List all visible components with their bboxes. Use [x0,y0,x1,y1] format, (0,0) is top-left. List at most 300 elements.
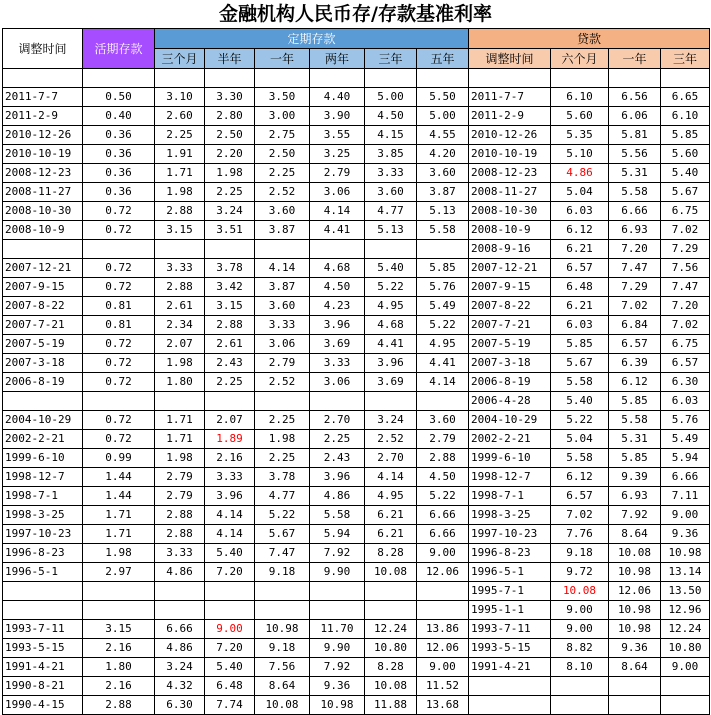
deposit-date-cell: 2007-8-22 [3,297,83,316]
fixed-rate-cell: 2.43 [205,354,255,373]
loan-date-cell: 1995-1-1 [469,601,551,620]
header-fixed-2y: 两年 [310,49,365,69]
fixed-rate-cell: 9.18 [255,639,310,658]
empty-cell [255,69,310,88]
loan-rate-cell: 13.14 [661,563,710,582]
fixed-rate-cell: 3.24 [365,411,417,430]
empty-cell [205,69,255,88]
loan-date-cell: 2007-7-21 [469,316,551,335]
fixed-rate-cell: 3.15 [205,297,255,316]
fixed-rate-cell: 2.07 [155,335,205,354]
fixed-rate-cell: 3.85 [365,145,417,164]
fixed-rate-cell: 5.94 [310,525,365,544]
loan-rate-cell: 5.58 [551,449,609,468]
loan-rate-cell: 6.39 [609,354,661,373]
loan-date-cell: 2007-12-21 [469,259,551,278]
deposit-date-cell: 2008-10-9 [3,221,83,240]
fixed-rate-cell: 1.80 [155,373,205,392]
current-rate-cell: 3.15 [83,620,155,639]
fixed-rate-cell: 1.98 [255,430,310,449]
fixed-rate-cell: 3.90 [310,107,365,126]
fixed-rate-cell: 2.79 [155,487,205,506]
fixed-rate-cell: 5.49 [417,297,469,316]
fixed-rate-cell [365,582,417,601]
loan-rate-cell: 5.58 [609,183,661,202]
current-rate-cell: 0.81 [83,316,155,335]
fixed-rate-cell: 7.20 [205,563,255,582]
rate-table-body [3,69,710,715]
loan-rate-cell: 6.48 [551,278,609,297]
fixed-rate-cell: 12.24 [365,620,417,639]
deposit-date-cell: 1996-8-23 [3,544,83,563]
table-row [3,126,710,145]
fixed-rate-cell: 1.98 [155,449,205,468]
loan-rate-cell: 6.21 [551,240,609,259]
fixed-rate-cell: 8.28 [365,658,417,677]
current-rate-cell: 1.44 [83,487,155,506]
fixed-rate-cell: 4.14 [255,259,310,278]
fixed-rate-cell: 10.08 [365,563,417,582]
loan-rate-cell: 6.57 [551,487,609,506]
fixed-rate-cell: 7.92 [310,544,365,563]
fixed-rate-cell: 4.14 [310,202,365,221]
loan-rate-cell: 5.81 [609,126,661,145]
empty-cell [609,69,661,88]
loan-date-cell: 2007-5-19 [469,335,551,354]
fixed-rate-cell: 3.33 [155,259,205,278]
fixed-rate-cell [255,392,310,411]
deposit-date-cell: 2007-12-21 [3,259,83,278]
fixed-rate-cell: 2.79 [417,430,469,449]
loan-rate-cell: 5.94 [661,449,710,468]
loan-rate-cell: 9.72 [551,563,609,582]
current-rate-cell: 0.36 [83,126,155,145]
fixed-rate-cell: 3.51 [205,221,255,240]
loan-rate-cell: 10.98 [609,601,661,620]
table-row [3,430,710,449]
fixed-rate-cell: 4.50 [310,278,365,297]
loan-rate-cell [609,677,661,696]
current-rate-cell: 1.44 [83,468,155,487]
loan-rate-cell: 6.10 [551,88,609,107]
fixed-rate-cell: 1.71 [155,164,205,183]
loan-rate-cell: 5.49 [661,430,710,449]
loan-date-cell: 1998-3-25 [469,506,551,525]
fixed-rate-cell [205,582,255,601]
loan-rate-cell: 5.04 [551,430,609,449]
loan-date-cell: 2007-9-15 [469,278,551,297]
fixed-rate-cell: 3.00 [255,107,310,126]
loan-date-cell: 2011-7-7 [469,88,551,107]
fixed-rate-cell: 3.87 [255,221,310,240]
fixed-rate-cell: 3.87 [417,183,469,202]
current-rate-cell: 0.81 [83,297,155,316]
loan-rate-cell: 5.85 [551,335,609,354]
loan-date-cell: 2008-10-9 [469,221,551,240]
loan-rate-cell: 7.20 [661,297,710,316]
fixed-rate-cell: 2.25 [205,183,255,202]
fixed-rate-cell: 10.80 [365,639,417,658]
loan-rate-cell: 5.58 [609,411,661,430]
deposit-date-cell: 2006-8-19 [3,373,83,392]
fixed-rate-cell: 7.92 [310,658,365,677]
fixed-rate-cell: 4.86 [155,563,205,582]
current-rate-cell: 2.88 [83,696,155,715]
table-row [3,316,710,335]
loan-rate-cell: 9.00 [551,601,609,620]
fixed-rate-cell: 4.41 [417,354,469,373]
loan-date-cell: 1998-7-1 [469,487,551,506]
fixed-rate-cell: 5.22 [417,487,469,506]
deposit-date-cell: 2004-10-29 [3,411,83,430]
fixed-rate-cell: 3.25 [310,145,365,164]
current-rate-cell: 0.99 [83,449,155,468]
fixed-rate-cell: 5.40 [365,259,417,278]
table-row [3,468,710,487]
fixed-rate-cell: 2.70 [310,411,365,430]
fixed-rate-cell [205,240,255,259]
deposit-date-cell: 1990-4-15 [3,696,83,715]
fixed-rate-cell: 4.95 [365,487,417,506]
loan-rate-cell: 7.29 [661,240,710,259]
loan-date-cell: 1993-7-11 [469,620,551,639]
fixed-rate-cell: 3.60 [255,297,310,316]
loan-date-cell: 2008-10-30 [469,202,551,221]
fixed-rate-cell: 2.25 [255,164,310,183]
fixed-rate-cell: 2.34 [155,316,205,335]
loan-rate-cell [661,677,710,696]
fixed-rate-cell: 11.70 [310,620,365,639]
fixed-rate-cell: 4.41 [310,221,365,240]
fixed-rate-cell: 6.66 [417,525,469,544]
fixed-rate-cell: 7.20 [205,639,255,658]
fixed-rate-cell: 5.00 [417,107,469,126]
loan-rate-cell: 12.24 [661,620,710,639]
fixed-rate-cell: 3.33 [155,544,205,563]
fixed-rate-cell: 2.88 [155,202,205,221]
loan-rate-cell: 5.40 [551,392,609,411]
fixed-rate-cell: 12.06 [417,563,469,582]
fixed-rate-cell: 9.36 [310,677,365,696]
fixed-rate-cell: 2.61 [205,335,255,354]
fixed-rate-cell: 4.50 [365,107,417,126]
loan-date-cell: 1996-5-1 [469,563,551,582]
fixed-rate-cell: 2.88 [155,278,205,297]
loan-rate-cell: 7.92 [609,506,661,525]
loan-rate-cell: 6.03 [551,202,609,221]
fixed-rate-cell: 3.06 [310,373,365,392]
loan-rate-cell: 7.76 [551,525,609,544]
fixed-rate-cell [365,601,417,620]
fixed-rate-cell: 3.60 [255,202,310,221]
table-row [3,696,710,715]
loan-rate-cell [609,696,661,715]
deposit-date-cell: 2002-2-21 [3,430,83,449]
loan-rate-cell: 6.06 [609,107,661,126]
fixed-rate-cell: 11.52 [417,677,469,696]
loan-rate-cell [661,696,710,715]
current-rate-cell [83,582,155,601]
table-row [3,202,710,221]
fixed-rate-cell: 3.55 [310,126,365,145]
fixed-rate-cell [417,601,469,620]
fixed-rate-cell: 2.70 [365,449,417,468]
fixed-rate-cell: 10.98 [255,620,310,639]
current-rate-cell: 0.72 [83,354,155,373]
loan-rate-cell: 6.21 [551,297,609,316]
fixed-rate-cell: 3.96 [310,468,365,487]
fixed-rate-cell: 3.87 [255,278,310,297]
loan-rate-cell: 5.58 [551,373,609,392]
loan-rate-cell: 6.12 [551,468,609,487]
loan-rate-cell: 7.20 [609,240,661,259]
fixed-rate-cell: 3.60 [365,183,417,202]
loan-rate-cell: 5.35 [551,126,609,145]
loan-rate-cell: 5.60 [661,145,710,164]
header-adjust-time: 调整时间 [3,29,83,69]
fixed-rate-cell [155,392,205,411]
loan-rate-cell: 7.02 [661,221,710,240]
fixed-rate-cell: 12.06 [417,639,469,658]
table-row [3,145,710,164]
loan-rate-cell: 10.98 [661,544,710,563]
loan-date-cell: 2002-2-21 [469,430,551,449]
loan-rate-cell: 5.31 [609,430,661,449]
fixed-rate-cell: 4.14 [365,468,417,487]
empty-cell [469,69,551,88]
fixed-rate-cell [255,601,310,620]
fixed-rate-cell: 5.58 [310,506,365,525]
current-rate-cell: 0.36 [83,183,155,202]
loan-rate-cell: 7.11 [661,487,710,506]
table-row [3,544,710,563]
deposit-date-cell: 2007-5-19 [3,335,83,354]
fixed-rate-cell: 3.78 [255,468,310,487]
loan-rate-cell: 6.03 [551,316,609,335]
loan-date-cell: 2008-9-16 [469,240,551,259]
loan-rate-cell: 8.10 [551,658,609,677]
fixed-rate-cell [417,240,469,259]
current-rate-cell: 1.71 [83,506,155,525]
current-rate-cell: 1.80 [83,658,155,677]
loan-rate-cell: 7.47 [609,259,661,278]
fixed-rate-cell: 4.68 [365,316,417,335]
loan-date-cell: 2006-4-28 [469,392,551,411]
fixed-rate-cell: 9.90 [310,639,365,658]
fixed-rate-cell [365,392,417,411]
header-fixed-1y: 一年 [255,49,310,69]
loan-rate-cell: 5.85 [661,126,710,145]
loan-date-cell: 1998-12-7 [469,468,551,487]
fixed-rate-cell: 2.43 [310,449,365,468]
empty-cell [551,69,609,88]
fixed-rate-cell: 4.20 [417,145,469,164]
loan-rate-cell: 9.39 [609,468,661,487]
table-row [3,582,710,601]
fixed-rate-cell: 3.60 [417,411,469,430]
loan-rate-cell: 7.56 [661,259,710,278]
loan-date-cell: 2008-12-23 [469,164,551,183]
deposit-date-cell: 2011-2-9 [3,107,83,126]
header-loan-1y: 一年 [609,49,661,69]
current-rate-cell: 0.72 [83,373,155,392]
loan-rate-cell [551,696,609,715]
fixed-rate-cell: 2.16 [205,449,255,468]
fixed-rate-cell: 7.56 [255,658,310,677]
empty-cell [155,69,205,88]
current-rate-cell: 0.36 [83,145,155,164]
loan-rate-cell: 6.66 [661,468,710,487]
fixed-rate-cell: 4.14 [205,525,255,544]
table-row [3,620,710,639]
deposit-date-cell: 1991-4-21 [3,658,83,677]
table-row [3,221,710,240]
loan-rate-cell: 9.00 [661,506,710,525]
fixed-rate-cell: 2.88 [417,449,469,468]
table-row [3,658,710,677]
table-row [3,392,710,411]
loan-rate-cell: 6.75 [661,335,710,354]
deposit-date-cell: 1999-6-10 [3,449,83,468]
loan-rate-cell: 8.64 [609,658,661,677]
fixed-rate-cell: 11.88 [365,696,417,715]
loan-rate-cell: 10.98 [609,563,661,582]
header-loan-adjust-time: 调整时间 [469,49,551,69]
loan-rate-cell: 5.85 [609,392,661,411]
loan-rate-cell: 5.56 [609,145,661,164]
loan-rate-cell: 5.10 [551,145,609,164]
fixed-rate-cell: 4.86 [155,639,205,658]
deposit-date-cell: 2010-12-26 [3,126,83,145]
table-row [3,563,710,582]
fixed-rate-cell: 3.06 [255,335,310,354]
fixed-rate-cell: 3.50 [255,88,310,107]
fixed-rate-cell: 4.50 [417,468,469,487]
table-row [3,449,710,468]
loan-rate-cell: 6.93 [609,221,661,240]
table-row [3,373,710,392]
deposit-date-cell [3,601,83,620]
fixed-rate-cell: 4.95 [365,297,417,316]
header-fixed-5y: 五年 [417,49,469,69]
loan-rate-cell: 10.98 [609,620,661,639]
deposit-date-cell: 1993-5-15 [3,639,83,658]
loan-rate-cell: 7.02 [551,506,609,525]
fixed-rate-cell: 5.67 [255,525,310,544]
fixed-rate-cell: 3.69 [310,335,365,354]
header-loan-3y: 三年 [661,49,710,69]
fixed-rate-cell [155,240,205,259]
loan-rate-cell: 6.75 [661,202,710,221]
fixed-rate-cell: 4.86 [310,487,365,506]
deposit-date-cell: 1996-5-1 [3,563,83,582]
deposit-date-cell: 1998-12-7 [3,468,83,487]
empty-cell [83,69,155,88]
fixed-rate-cell [155,601,205,620]
table-row [3,354,710,373]
fixed-rate-cell: 8.64 [255,677,310,696]
fixed-rate-cell: 3.33 [255,316,310,335]
loan-rate-cell: 13.50 [661,582,710,601]
fixed-rate-cell: 5.22 [365,278,417,297]
fixed-rate-cell: 5.40 [205,544,255,563]
loan-rate-cell: 6.66 [609,202,661,221]
fixed-rate-cell: 4.14 [417,373,469,392]
fixed-rate-cell: 5.40 [205,658,255,677]
current-rate-cell: 1.71 [83,525,155,544]
loan-rate-cell: 6.84 [609,316,661,335]
current-rate-cell: 2.97 [83,563,155,582]
table-row [3,183,710,202]
deposit-date-cell: 1993-7-11 [3,620,83,639]
loan-date-cell: 1999-6-10 [469,449,551,468]
current-rate-cell: 0.72 [83,278,155,297]
loan-rate-cell: 7.02 [609,297,661,316]
deposit-date-cell: 2008-11-27 [3,183,83,202]
loan-date-cell: 1996-8-23 [469,544,551,563]
fixed-rate-cell: 5.22 [417,316,469,335]
fixed-rate-cell: 2.52 [255,373,310,392]
current-rate-cell: 0.72 [83,430,155,449]
loan-rate-cell: 6.57 [551,259,609,278]
fixed-rate-cell: 4.40 [310,88,365,107]
loan-rate-cell: 6.03 [661,392,710,411]
header-fixed-3m: 三个月 [155,49,205,69]
header-loan: 贷款 [469,29,710,49]
current-rate-cell: 0.50 [83,88,155,107]
deposit-date-cell: 1990-8-21 [3,677,83,696]
deposit-date-cell: 1998-3-25 [3,506,83,525]
fixed-rate-cell: 9.00 [205,620,255,639]
table-row [3,240,710,259]
fixed-rate-cell: 3.42 [205,278,255,297]
fixed-rate-cell [417,582,469,601]
fixed-rate-cell: 2.79 [310,164,365,183]
blank-row [3,69,710,88]
loan-rate-cell: 6.65 [661,88,710,107]
loan-date-cell [469,677,551,696]
loan-rate-cell: 9.36 [609,639,661,658]
empty-cell [661,69,710,88]
fixed-rate-cell: 7.47 [255,544,310,563]
loan-rate-cell: 6.30 [661,373,710,392]
loan-date-cell: 2007-8-22 [469,297,551,316]
empty-cell [3,69,83,88]
current-rate-cell: 0.72 [83,335,155,354]
fixed-rate-cell: 3.06 [310,183,365,202]
fixed-rate-cell: 2.61 [155,297,205,316]
fixed-rate-cell: 3.10 [155,88,205,107]
fixed-rate-cell [365,240,417,259]
fixed-rate-cell [310,392,365,411]
loan-date-cell: 2004-10-29 [469,411,551,430]
loan-rate-cell: 10.80 [661,639,710,658]
loan-date-cell: 2011-2-9 [469,107,551,126]
loan-rate-cell: 9.18 [551,544,609,563]
fixed-rate-cell: 3.33 [365,164,417,183]
fixed-rate-cell: 5.76 [417,278,469,297]
table-row [3,411,710,430]
fixed-rate-cell: 2.50 [205,126,255,145]
fixed-rate-cell: 2.60 [155,107,205,126]
fixed-rate-cell: 2.25 [310,430,365,449]
loan-rate-cell: 6.10 [661,107,710,126]
fixed-rate-cell: 2.52 [365,430,417,449]
table-row [3,506,710,525]
table-row [3,278,710,297]
fixed-rate-cell: 2.88 [155,525,205,544]
deposit-date-cell [3,240,83,259]
